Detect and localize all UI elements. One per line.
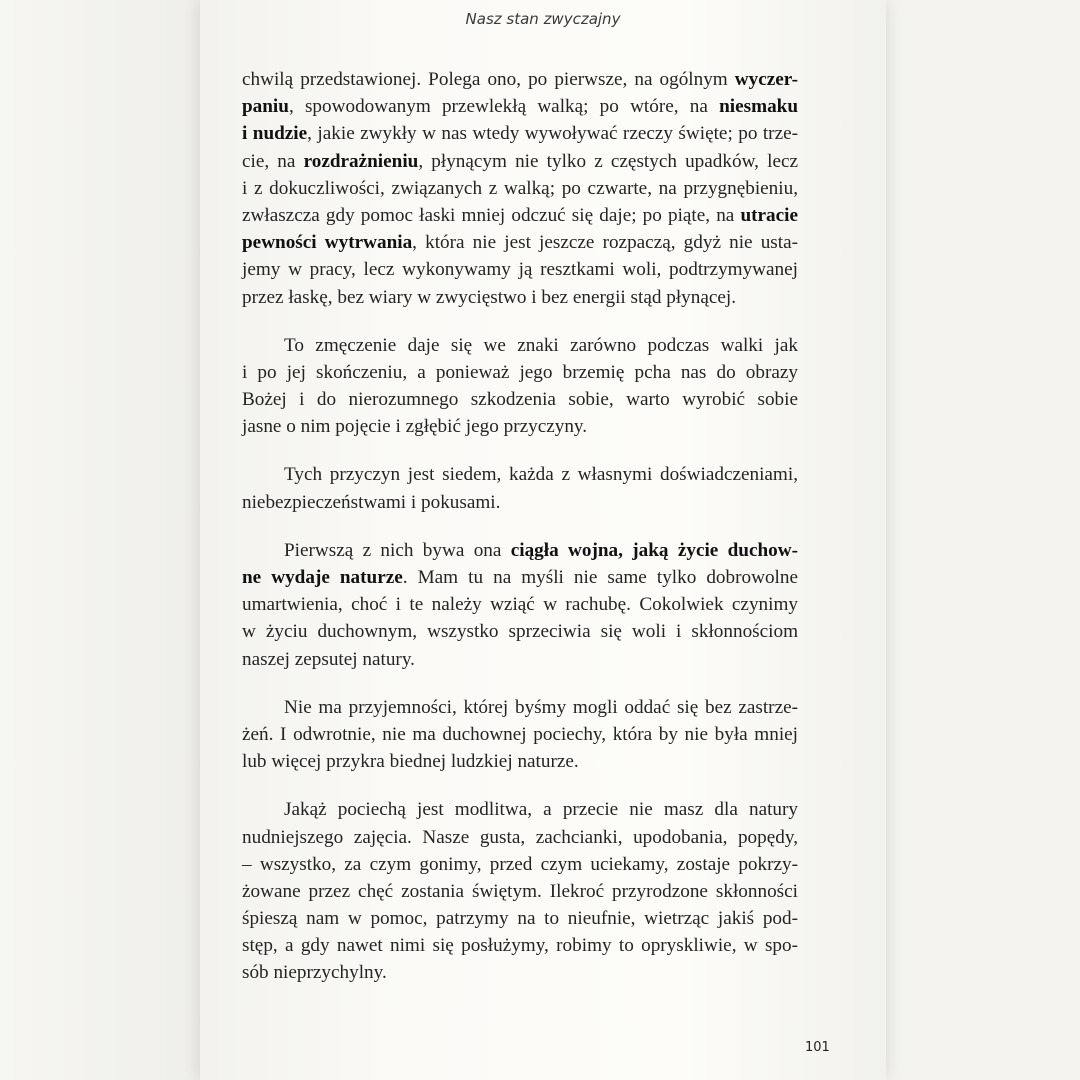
emphasis: utracie xyxy=(740,204,798,226)
text-line: Nie ma przyjemności, której byśmy mogli oddać się bez zastrze- xyxy=(284,696,798,718)
text-line: jemy w pracy, lecz wykonywamy ją resztkami woli, podtrzymywanej xyxy=(242,259,798,281)
text-line: żowane przez chęć zostania świętym. Ilekroć przyrodzone skłonności xyxy=(242,880,798,902)
text-line: naszej zepsutej natury. xyxy=(242,648,415,670)
emphasis: wyczer- xyxy=(734,69,798,90)
text-line: jasne o nim pojęcie i zgłębić jego przyczyny. xyxy=(242,416,588,438)
left-facing-page-edge xyxy=(0,0,200,1080)
emphasis: paniu xyxy=(242,96,289,118)
text-line: śpieszą nam w pomoc, patrzymy na to nieufnie, wietrząc jakiś pod- xyxy=(242,908,798,930)
text-line: w życiu duchownym, wszystko sprzeciwia się woli i skłonnościom xyxy=(242,621,798,643)
emphasis: rozdrażnieniu xyxy=(303,150,419,172)
text-line: Tych przyczyn jest siedem, każda z własnymi doświadczeniami, xyxy=(284,464,798,486)
text-line: ne wydaje naturze. Mam tu na myśli nie same tylko dobrowolne xyxy=(242,567,798,588)
text-line: i z dokuczliwości, związanych z walką; po czwarte, na przygnębieniu, xyxy=(242,177,798,199)
text-line: i nudzie, jakie zwykły w nas wtedy wywoływać rzeczy święte; po trze- xyxy=(242,123,798,145)
text-line: umartwienia, choć i te należy wziąć w rachubę. Cokolwiek czynimy xyxy=(242,594,798,616)
text-line: lub więcej przykra biednej ludzkiej naturze. xyxy=(242,751,579,773)
text-line: cie, na rozdrażnieniu, płynącym nie tylko z częstych upadków, lecz xyxy=(242,150,798,172)
text-line: nudniejszego zajęcia. Nasze gusta, zachcianki, upodobania, popędy, xyxy=(242,826,798,848)
emphasis: ciągła wojna, jaką życie duchow- xyxy=(510,539,798,561)
text-line: stęp, a gdy nawet nimi się posłużymy, robimy to opryskliwie, w spo- xyxy=(242,935,798,957)
emphasis: i nudzie xyxy=(242,123,308,145)
paragraph-5 xyxy=(242,694,798,776)
book-page xyxy=(200,0,886,1080)
page-number: 101 xyxy=(805,1040,830,1055)
text-line: Jakąż pociechą jest modlitwa, a przecie nie masz dla natury xyxy=(284,799,798,821)
text-line: Bożej i do nierozumnego szkodzenia sobie, warto wyrobić sobie xyxy=(242,389,798,411)
paragraph-4 xyxy=(242,537,798,673)
paragraph-1 xyxy=(242,66,798,311)
text-line: chwilą przedstawionej. Polega ono, po pierwsze, na ogólnym wyczer- xyxy=(242,69,798,90)
emphasis: niesmaku xyxy=(719,96,798,118)
emphasis: pewności wytrwania xyxy=(242,232,413,254)
text-line: pewności wytrwania, która nie jest jeszcze rozpaczą, gdyż nie usta- xyxy=(242,232,798,254)
text-line: zwłaszcza gdy pomoc łaski mniej odczuć się daje; po piąte, na utracie xyxy=(242,204,798,226)
paragraph-3 xyxy=(242,461,798,515)
text-line: Pierwszą z nich bywa ona ciągła wojna, jaką życie duchow- xyxy=(284,539,798,561)
body-text xyxy=(242,66,798,987)
running-header: Nasz stan zwyczajny xyxy=(465,10,621,28)
paragraph-6 xyxy=(242,796,798,986)
text-line: przez łaskę, bez wiary w zwycięstwo i bez energii stąd płynącej. xyxy=(242,286,737,308)
emphasis: ne wydaje naturze xyxy=(242,567,403,588)
text-line: To zmęczenie daje się we znaki zarówno podczas walki jak xyxy=(284,334,798,356)
text-line: żeń. I odwrotnie, nie ma duchownej pociechy, która by nie była mniej xyxy=(242,723,798,745)
text-line: – wszystko, za czym gonimy, przed czym uciekamy, zostaje pokrzy- xyxy=(242,853,798,875)
text-line: paniu, spowodowanym przewlekłą walką; po wtóre, na niesmaku xyxy=(242,96,798,118)
text-line: niebezpieczeństwami i pokusami. xyxy=(242,491,501,513)
text-line: sób nieprzychylny. xyxy=(242,962,387,984)
text-line: i po jej skończeniu, a ponieważ jego brzemię pcha nas do obrazy xyxy=(242,361,798,383)
paragraph-2 xyxy=(242,332,798,441)
